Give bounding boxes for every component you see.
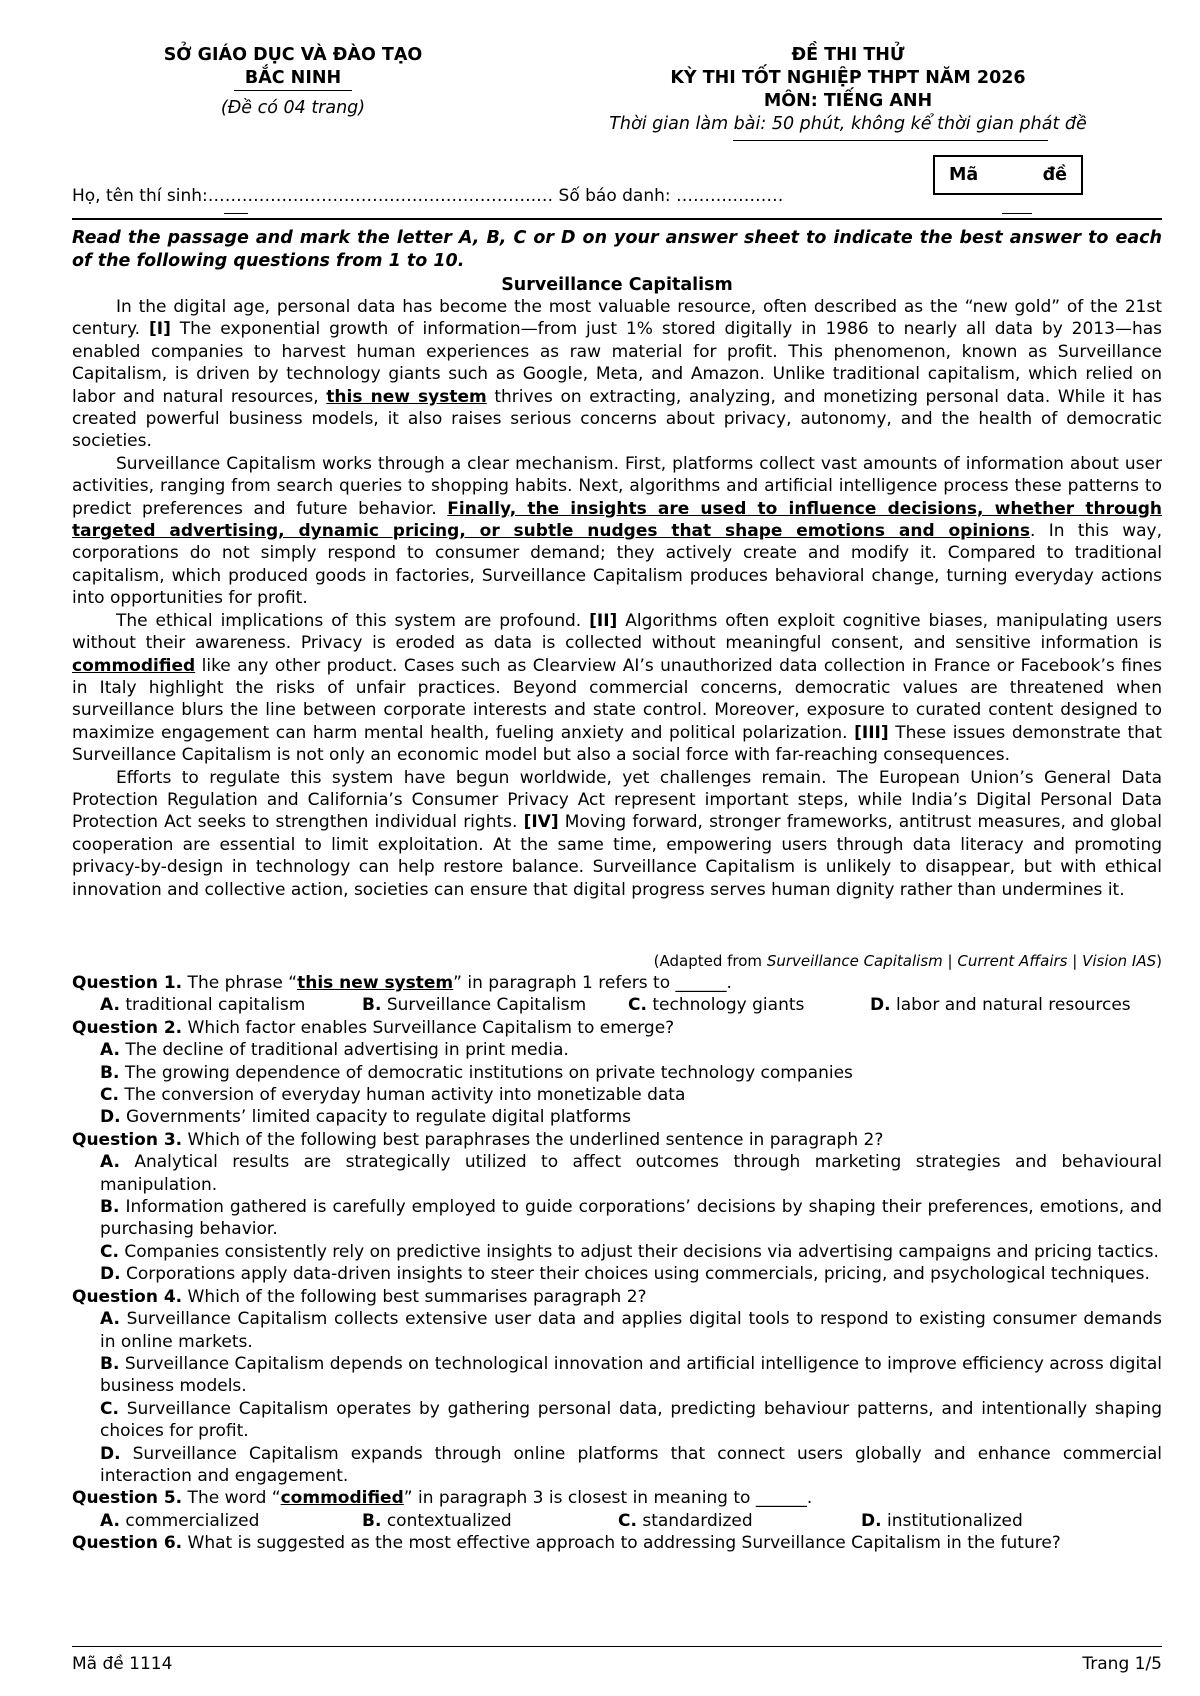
option-b[interactable]: B. The growing dependence of democratic institutions on private technology companies [100,1062,853,1083]
footer-rule [72,1646,1162,1647]
header-left-underline [234,90,352,91]
marker-2: [II] [589,610,618,631]
underlined-sentence: Finally, the insights are used to influence decisions, whether through targeted advertising, dynamic pricing, or subtle nudges that shape emotions and opinions [72,498,1163,542]
short-rule-left [224,213,248,214]
exam-name: KỲ THI TỐT NGHIỆP THPT NĂM 2026 [670,68,1026,88]
student-info-line: Họ, tên thí sinh:………………………………………………….… Số báo danh: ……….……… [72,186,784,206]
passage-source: (Adapted from Surveillance Capitalism | Current Affairs | Vision IAS) [653,952,1162,970]
marker-4: [IV] [523,812,559,833]
option-c[interactable]: C. Companies consistently rely on predictive insights to adjust their decisions via advertising campaigns and pricing tactics. [100,1241,1159,1262]
option-a[interactable]: A. The decline of traditional advertising in print media. [100,1040,569,1061]
option-b[interactable]: B. Surveillance Capitalism depends on technological innovation and artificial intelligence to improve efficiency across digital business models. [100,1353,1162,1397]
instruction: Read the passage and mark the letter A, B, C or D on your answer sheet to indicate the best answer to each of the following questions from 1 to 10. [72,228,1162,271]
time-note: Thời gian làm bài: 50 phút, không kể thời gian phát đề [609,114,1087,134]
header-left [98,44,488,120]
short-rule-right [1002,213,1032,214]
option-a[interactable]: A. traditional capitalism [100,995,306,1016]
page-number: Trang 1/5 [1082,1654,1162,1674]
question-2: Question 2. Which factor enables Surveillance Capitalism to emerge? [72,1017,675,1038]
paragraph-2: Surveillance Capitalism works through a clear mechanism. First, platforms collect vast amounts of information about user activities, ranging from search queries to shopping habits. Next, algorithms and artificial intelligence process these patterns to predict preferences and future behavior. Finally, the insights are used to influence decisions, whether through targeted advertising, dynamic pricing, or subtle nudges that shape emotions and opinions. In this way, corporations do not simply respond to consumer demand; they actively create and modify it. Compared to traditional capitalism, which produced goods in factories, Surveillance Capitalism produces behavioral change, turning everyday actions into opportunities for profit. [72,453,1163,609]
option-d[interactable]: D. institutionalized [861,1510,1023,1531]
paragraph-3: The ethical implications of this system are profound. [II] Algorithms often exploit cognitive biases, manipulating users without their awareness. Privacy is eroded as data is collected without meaningful consent, and sensitive information is commodified like any other product. Cases such as Clearview AI’s unauthorized data collection in France or Facebook’s fines in Italy highlight the risks of unfair practices. Beyond commercial concerns, democratic values are threatened when surveillance blurs the line between corporate interests and state control. Moreover, exposure to curated content designed to maximize engagement can harm mental health, fueling anxiety and political polarization. [III] These issues demonstrate that Surveillance Capitalism is not only an economic model but also a social force with far-reaching consequences. [72,610,1163,766]
option-b[interactable]: B. contextualized [362,1510,512,1531]
exam-code-box [933,155,1083,195]
question-5: Question 5. The word “commodified” in paragraph 3 is closest in meaning to ______. [72,1488,813,1509]
exam-type: ĐỀ THI THỬ [791,45,905,65]
option-c[interactable]: C. technology giants [628,995,805,1016]
header-right-underline [733,140,1048,141]
question-3: Question 3. Which of the following best paraphrases the underlined sentence in paragraph 2? [72,1129,884,1150]
header-rule [72,218,1162,220]
question-5-options [100,1510,1162,1532]
option-a[interactable]: A. Analytical results are strategically utilized to affect outcomes through marketing strategies and behavioural manipulation. [100,1152,1162,1195]
department-name: SỞ GIÁO DỤC VÀ ĐÀO TẠO [163,45,423,65]
option-d[interactable]: D. labor and natural resources [870,995,1131,1016]
questions [72,972,1162,1555]
option-b[interactable]: B. Surveillance Capitalism [362,995,587,1016]
underlined-phrase: this new system [326,386,487,407]
marker-3: [III] [854,722,889,743]
paragraph-1: In the digital age, personal data has become the most valuable resource, often described as the “new gold” of the 21st century. [I] The exponential growth of information—from just 1% stored digitally in 1986 to nearly all data by 2013—has enabled companies to harvest human experiences as raw material for profit. This phenomenon, known as Surveillance Capitalism, is driven by technology giants such as Google, Meta, and Amazon. Unlike traditional capitalism, which relied on labor and natural resources, this new system thrives on extracting, analyzing, and monetizing personal data. While it has created powerful business models, it also raises serious concerns about privacy, autonomy, and the health of democratic societies. [72,297,1162,452]
code-label-a: Mã [949,165,979,185]
underlined-word: commodified [72,655,196,676]
option-a[interactable]: A. Surveillance Capitalism collects extensive user data and applies digital tools to respond to existing consumer demands in online markets. [100,1309,1162,1352]
paragraph-4: Efforts to regulate this system have begun worldwide, yet challenges remain. The European Union’s General Data Protection Regulation and California’s Consumer Privacy Act represent important steps, while India’s Digital Personal Data Protection Act seeks to strengthen individual rights. [IV] Moving forward, stronger frameworks, antitrust measures, and global cooperation are essential to limit exploitation. At the same time, empowering users through data literacy and promoting privacy-by-design in technology can help restore balance. Surveillance Capitalism is unlikely to disappear, but with ethical innovation and collective action, societies can ensure that digital progress serves human dignity rather than undermines it. [72,767,1163,900]
option-d[interactable]: D. Corporations apply data-driven insights to steer their choices using commercials, pricing, and psychological techniques. [100,1264,1150,1285]
option-c[interactable]: C. standardized [618,1510,753,1531]
option-b[interactable]: B. Information gathered is carefully employed to guide corporations’ decisions by shaping their preferences, emotions, and purchasing behavior. [100,1197,1162,1240]
marker-1: [I] [148,319,171,340]
code-label-b: đề [1042,165,1067,185]
question-1: Question 1. The phrase “this new system” in paragraph 1 refers to ______. [72,973,732,993]
option-c[interactable]: C. Surveillance Capitalism operates by gathering personal data, predicting behaviour patterns, and intentionally shaping choices for profit. [100,1398,1162,1442]
question-6: Question 6. What is suggested as the most effective approach to addressing Surveillance Capitalism in the future? [72,1533,1061,1554]
passage [72,296,1162,901]
option-a[interactable]: A. commercialized [100,1510,260,1531]
option-d[interactable]: D. Governments’ limited capacity to regulate digital platforms [100,1107,631,1128]
option-d[interactable]: D. Surveillance Capitalism expands through online platforms that connect users globally and enhance commercial interaction and engagement. [100,1443,1162,1486]
subject-name: MÔN: TIẾNG ANH [763,91,933,111]
option-c[interactable]: C. The conversion of everyday human activity into monetizable data [100,1085,686,1106]
header-right [568,44,1128,136]
question-4: Question 4. Which of the following best summarises paragraph 2? [72,1286,647,1307]
question-1-options [100,994,1162,1016]
page-count-note: (Đề có 04 trang) [220,98,366,118]
exam-code-footer: Mã đề 1114 [72,1654,173,1674]
passage-title: Surveillance Capitalism [501,275,733,295]
province-name: BẮC NINH [244,68,342,88]
